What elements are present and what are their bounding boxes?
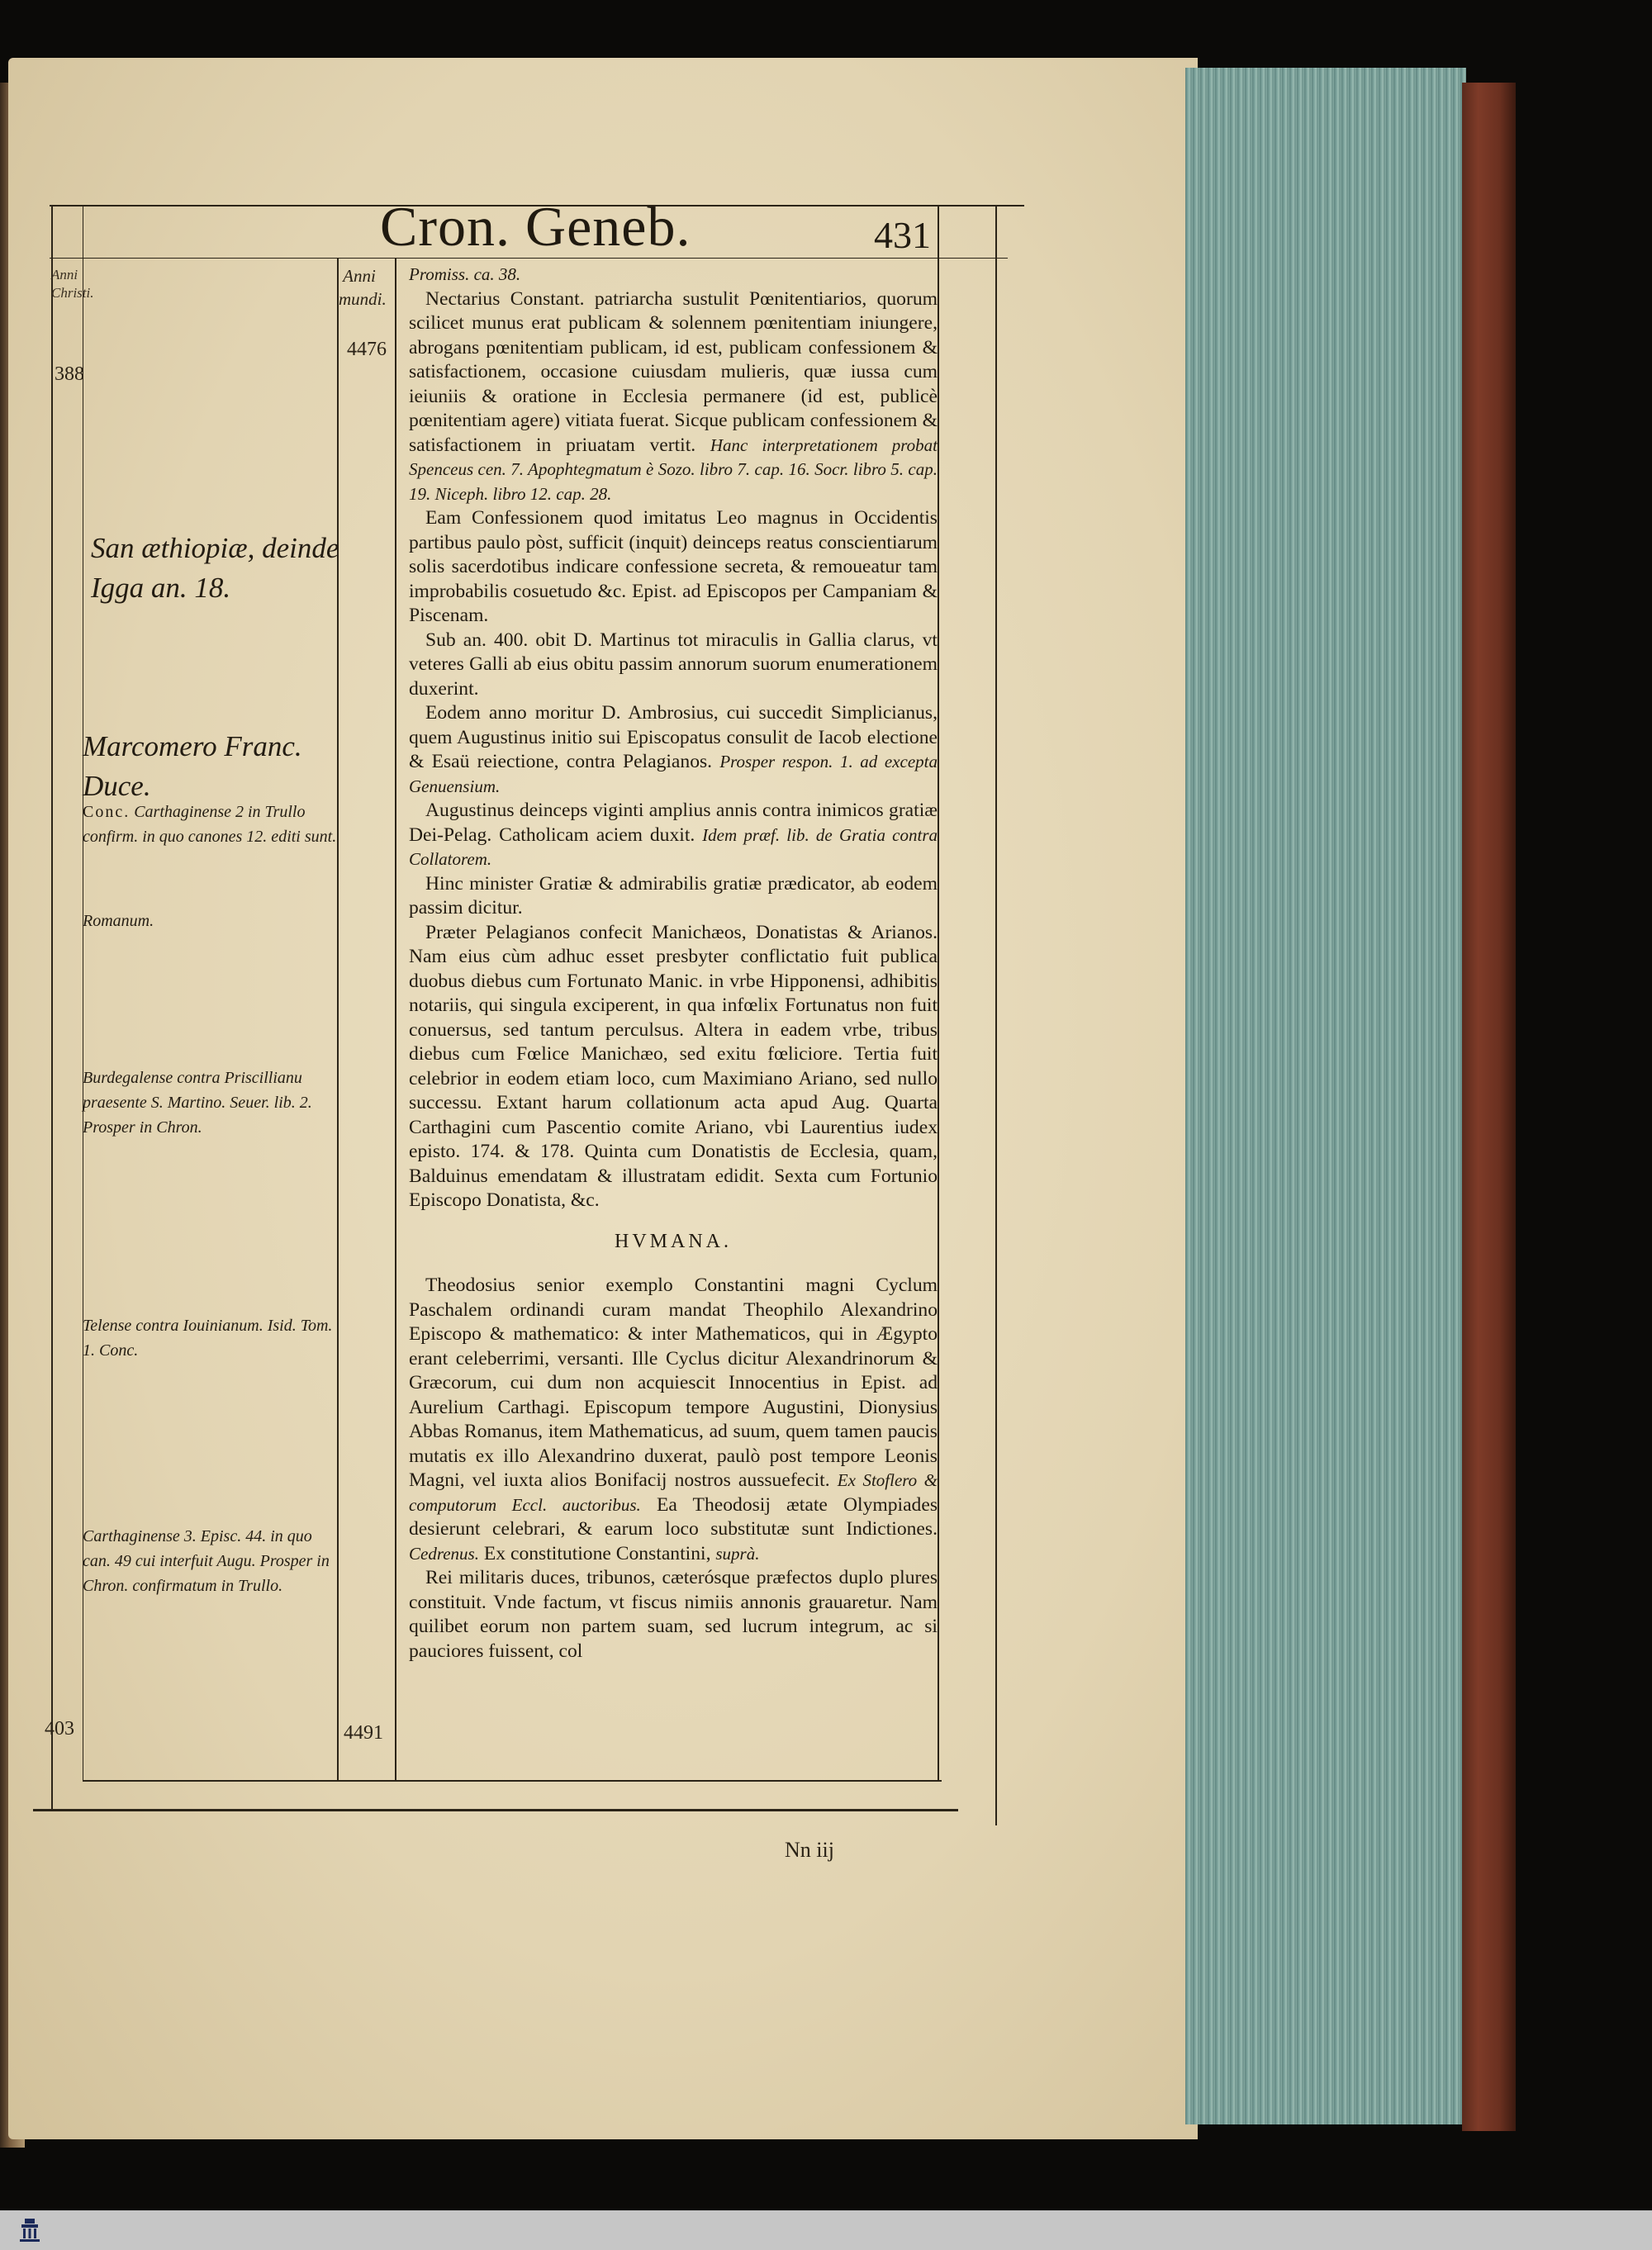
year-christi-top: 388	[55, 363, 84, 385]
main-text-column	[409, 263, 938, 1664]
side-note: Carthaginense 3. Episc. 44. in quo can. 49 cui interfuit Augu. Prosper in Chron. confirmatum in Trullo.	[83, 1527, 330, 1595]
viewer-footer-strip	[0, 2210, 1652, 2250]
anni-mundi-label: Anni mundi.	[339, 266, 387, 309]
paragraph: Sub an. 400. obit D. Martinus tot miraculis in Gallia clarus, vt veteres Galli ab eius obitu passim annorum suorum enumerationem duxerint.	[409, 629, 938, 700]
paragraph: Promiss. ca. 38.	[409, 264, 521, 284]
year-mundi-top: 4476	[347, 339, 387, 360]
text-right-rule	[938, 206, 939, 1780]
outer-left-rule	[51, 206, 53, 1809]
side-note: San æthiopiæ, deinde Igga an. 18.	[91, 532, 339, 604]
paragraph: Hinc minister Gratiæ & admirabilis gratiæ prædicator, ab eodem passim dicitur.	[409, 872, 938, 919]
side-note: Burdegalense contra Priscillianu praesente S. Martino. Seuer. lib. 2. Prosper in Chron.	[83, 1069, 312, 1137]
running-head: Cron. Geneb.	[380, 195, 691, 258]
footer-rule-inner	[83, 1780, 942, 1782]
outer-right-rule	[995, 206, 997, 1825]
section-heading: HVMANA.	[615, 1230, 732, 1252]
book-binding	[1462, 83, 1516, 2131]
mundi-right-rule	[395, 258, 396, 1780]
footer-rule-outer	[33, 1809, 958, 1811]
page-block-edges	[1185, 68, 1466, 2124]
side-note: Conc. Carthaginense 2 in Trullo confirm. in quo canones 12. editi sunt.	[83, 803, 337, 846]
year-christi-bottom: 403	[45, 1718, 74, 1740]
paragraph: Præter Pelagianos confecit Manichæos, Donatistas & Arianos. Nam eius cùm adhuc esset presbyter conflictatio fuit publica duobus diebus cum Fortunato Manic. in vrbe Hipponensi, adhibitis notariis, qui singula exciperent, in qua infœlix Fortunatus non fuit conuersus, sed tantum perculsus. Altera in eadem vrbe, tribus diebus cum Fœlice Manichæo, sed exitu fœliciore. Tertia fuit celebrior in eodem etiam loco, cum Maximiano Ariano, sed nullo successu. Extant harum collationum acta apud Aug. Quarta Carthagini cum Pascentio comite Ariano, vbi Laurentius iudex episto. 174. & 178. Quinta cum Donatistis de Ecclesia, quam, Balduinus emendatam & illustratam edidit. Sexta cum Fortunio Episcopo Donatista, &c.	[409, 921, 938, 1211]
side-note: Telense contra Iouinianum. Isid. Tom. 1. Conc.	[83, 1317, 333, 1360]
paragraph: Nectarius Constant. patriarcha sustulit Pœnitentiarios, quorum scilicet munus erat publicam & solennem pœnitentiam iniungere, abrogans pœnitentiam publicam, id est, publicam confessionem & satisfactionem, occasione cuiusdam mulieris, quæ iussa cum ieiuniis & oratione in Ecclesia permanere (id est, publicè pœnitentiam agere) vitiata fuerat. Sicque publicam confessionem & satisfactionem in priuatam vertit. Hanc interpretationem probat Spenceus cen. 7. Apophtegmatum è Sozo. libro 7. cap. 16. Socr. libro 5. cap. 19. Niceph. libro 12. cap. 28.	[409, 287, 938, 504]
library-logo-icon	[13, 2217, 46, 2243]
anni-christi-label: Anni Christi.	[51, 267, 94, 301]
paragraph: Augustinus deinceps viginti amplius annis contra inimicos gratiæ Dei-Pelag. Catholicam aciem duxit. Idem præf. lib. de Gratia contra Collatorem.	[409, 800, 938, 869]
side-note: Marcomero Franc. Duce.	[83, 730, 302, 802]
paragraph: Eodem anno moritur D. Ambrosius, cui succedit Simplicianus, quem Augustinus initio sui Episcopatus consulit de Iacob electione & Esaü reiectione, contra Pelagianos. Prosper respon. 1. ad excepta Genuensium.	[409, 702, 938, 796]
paragraph: Eam Confessionem quod imitatus Leo magnus in Occidentis partibus paulo pòst, sufficit (inquit) deinceps reatus conscientiarum solis sacerdotibus indicare confessione secreta, & remoueatur tam improbabilis cosuetudo &c. Epist. ad Episcopos per Campaniam & Piscenam.	[409, 507, 938, 626]
paragraph: Theodosius senior exemplo Constantini magni Cyclum Paschalem ordinandi curam mandat Theophilo Alexandrino Episcopo & mathematico: & inter Mathematicos, qui in Ægypto erant celeberrimi, versanti. Ille Cyclus dicitur Alexandrinorum & Græcorum, cui dum non acquiescit Innocentius in Epist. ad Aurelium Carthagi. Episcopum tempore Augustini, Dionysius Abbas Romanus, item Mathematicus, ad suum, quem tamen paucis mutatis ex illo Alexandrino duxerat, paulò post tempore Leonis Magni, vel iuxta alios Bonifacij nostros aussuefecit. Ex Stoflero & computorum Eccl. auctoribus. Ea Theodosij ætate Olympiades desierunt celebrari, & earum loco substitutæ sunt Indictiones. Cedrenus. Ex constitutione Constantini, suprà.	[409, 1275, 938, 1564]
paragraph: Rei militaris duces, tribunos, cæterósque præfectos duplo plures constituit. Vnde factum, vt fiscus nimiis annonis grauaretur. Nam quilibet eorum non partem suam, sed lucrum integrum, ac si pauciores fuissent, col	[409, 1567, 938, 1662]
page-number: 431	[874, 214, 931, 256]
signature-mark: Nn iij	[785, 1838, 834, 1862]
side-note: Romanum.	[83, 912, 154, 930]
year-mundi-bottom: 4491	[344, 1722, 383, 1744]
concilium-label: Conc.	[83, 803, 131, 821]
